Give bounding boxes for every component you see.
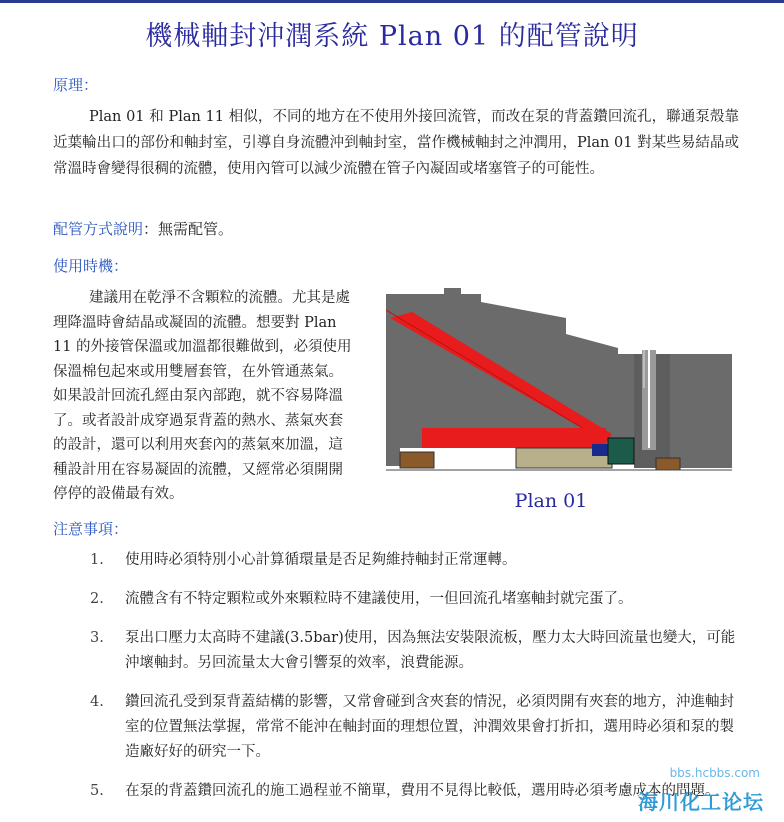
gland-ring: [592, 444, 608, 456]
note-text: 在泵的背蓋鑽回流孔的施工過程並不簡單，費用不見得比較低，選用時必須考慮成本的問題。: [125, 783, 720, 799]
list-item: [90, 690, 740, 765]
principle-text: Plan 01 和 Plan 11 相似，不同的地方在不使用外接回流管，而改在泵的背蓋鑽回流孔，聯通泵殼靠近葉輪出口的部份和軸封室，引導自身流體沖到軸封室，當作機械軸封之沖潤用，Plan 01 對某些易結晶或常溫時會變得很稠的流體，使用內管可以減少流體在管子內凝固或堵塞管子的可能性。: [53, 109, 739, 177]
note-text: 流體含有不特定顆粒或外來顆粒時不建議使用，一但回流孔堵塞軸封就完蛋了。: [125, 591, 633, 607]
diagram-caption: Plan 01: [514, 490, 588, 512]
note-number: 4.: [90, 694, 104, 710]
method-label: 配管方式說明: [53, 220, 144, 238]
list-item: [90, 548, 740, 573]
note-number: 1.: [90, 552, 104, 568]
note-text: 泵出口壓力太高時不建議(3.5bar)使用，因為無法安裝限流板，壓力太大時回流量也變大，可能沖壞軸封。另回流量太大會引響泵的效率，浪費能源。: [125, 630, 736, 671]
base-left: [400, 452, 434, 468]
note-text: 使用時必須特別小心計算循環量是否足夠維持軸封正常運轉。: [125, 552, 517, 568]
usage-heading: 使用時機：: [53, 257, 129, 275]
watermark-logo: 海川化工论坛: [638, 790, 764, 814]
gland-plate: [608, 438, 634, 464]
page-title: 機械軸封沖潤系統 Plan 01 的配管說明: [145, 21, 639, 52]
note-number: 5.: [90, 783, 104, 799]
usage-text: 建議用在乾淨不含顆粒的流體。尤其是處理降溫時會結晶或凝固的流體。想要對 Plan 11 的外接管保溫或加溫都很難做到，必須使用保溫棉包起來或用雙層套管，在外管通蒸氣。如果設計回流孔經由泵內部跑，就不容易降溫了。或者設計成穿過泵背蓋的熱水、蒸氣夾套的設計，還可以利用夾套內的蒸氣來加溫，這種設計用在容易凝固的流體，又經常必須開開停停的設備最有效。: [53, 290, 352, 502]
list-item: [90, 626, 740, 676]
principle-heading: 原理：: [53, 76, 99, 94]
note-number: 3.: [90, 630, 104, 646]
watermark-url: bbs.hcbbs.com: [669, 766, 760, 780]
flush-chamber: [422, 428, 606, 448]
list-item: [90, 587, 740, 612]
notes-list: [90, 548, 740, 818]
top-rule: [0, 0, 784, 3]
note-text: 鑽回流孔受到泵背蓋結構的影響，又常會碰到含夾套的情況，必須閃開有夾套的地方，沖進軸封室的位置無法掌握，常常不能沖在軸封面的理想位置，沖潤效果會打折扣，選用時必須和泵的製造廠好好的研究一下。: [125, 694, 734, 760]
plan01-seal-diagram: [386, 288, 732, 474]
method-value: ：無需配管。: [143, 220, 234, 238]
method-line: [53, 218, 233, 239]
notes-heading: 注意事項：: [53, 520, 129, 538]
note-number: 2.: [90, 591, 104, 607]
base-right: [656, 458, 680, 470]
